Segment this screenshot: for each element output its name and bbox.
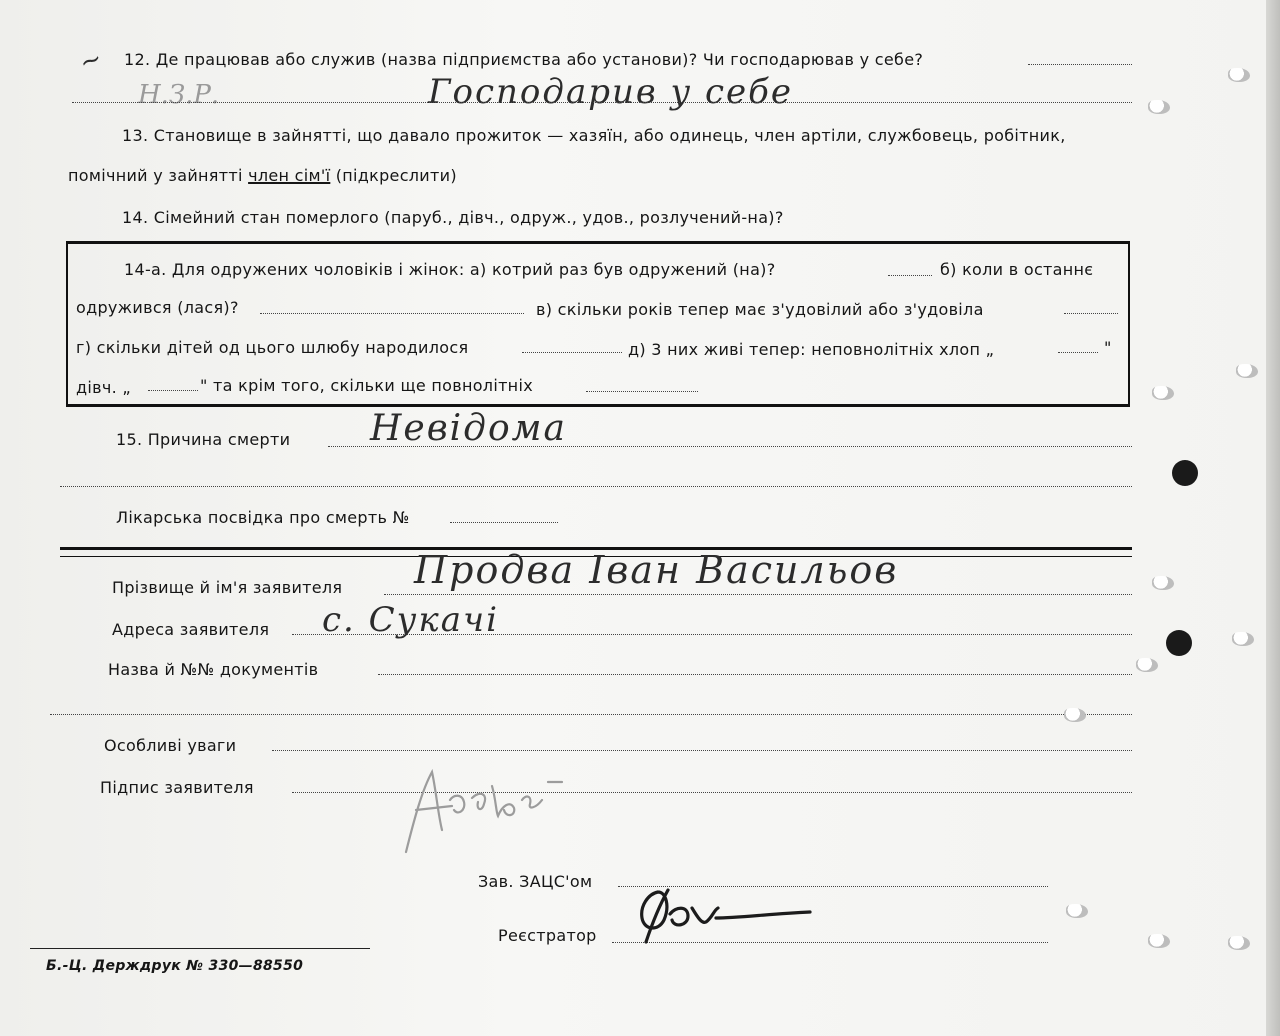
registrar-signature — [618, 884, 818, 948]
q13-underlined-option: член сім'ї — [248, 166, 331, 185]
q14a-dots-4 — [522, 352, 622, 353]
paper-edge — [1266, 0, 1280, 1036]
q15-dots-2 — [60, 486, 1132, 487]
medical-certificate-label: Лікарська посвідка про смерть № — [116, 508, 410, 527]
binding-hole — [1172, 460, 1198, 486]
q14a-dots-1 — [888, 275, 932, 276]
q14a-line4a: дівч. „ — [76, 378, 131, 397]
paper-tear — [1136, 658, 1158, 672]
paper-tear — [1228, 68, 1250, 82]
paper-tear — [1064, 708, 1086, 722]
q14-label: 14. Сімейний стан померлого (паруб., дівч., одруж., удов., розлучений-на)? — [122, 208, 784, 227]
q12-dots-1 — [1028, 64, 1132, 65]
binding-hole — [1166, 630, 1192, 656]
footer-rule — [30, 948, 370, 949]
applicant-address-label: Адреса заявителя — [112, 620, 270, 639]
q14a-line2b: в) скільки років тепер має з'удовілий або з'удовіла — [536, 300, 984, 319]
q14a-line4b: " та крім того, скільки ще повнолітніх — [200, 376, 533, 395]
applicant-signature — [392, 760, 572, 860]
notes-label: Особливі уваги — [104, 736, 237, 755]
printer-imprint: Б.-Ц. Держдрук № 330—88550 — [46, 958, 304, 974]
notes-dots — [272, 750, 1132, 751]
q14a-dots-6 — [148, 390, 198, 391]
documents-dots-1 — [378, 674, 1132, 675]
q14a-line3c: " — [1104, 338, 1112, 357]
paper-tear — [1152, 386, 1174, 400]
q12-label: 12. Де працював або служив (назва підприємства або установи)? Чи господарював у себе? — [124, 50, 924, 69]
q13-line1: 13. Становище в зайнятті, що давало прожиток — хазяїн, або одинець, член артіли, службовець, робітник, — [122, 126, 1066, 145]
margin-mark: ~ — [75, 43, 107, 79]
registrar-label: Реєстратор — [498, 926, 597, 945]
q12-answer-prefix: Н.З.Р. — [138, 80, 220, 110]
paper-tear — [1232, 632, 1254, 646]
q13-line2 — [68, 166, 457, 186]
q12-answer: Господарив у себе — [428, 72, 794, 112]
paper-tear — [1228, 936, 1250, 950]
q14a-line3b: д) 3 них живі тепер: неповнолітніх хлоп „ — [628, 340, 995, 359]
paper-tear — [1066, 904, 1088, 918]
q14a-dots-7 — [586, 391, 698, 392]
applicant-name-dots — [384, 594, 1132, 595]
q12-dots-2 — [72, 102, 1132, 103]
q14a-line3a: г) скільки дітей од цього шлюбу народилося — [76, 338, 469, 357]
signature-label: Підпис заявителя — [100, 778, 254, 797]
applicant-address-value: с. Сукачі — [322, 600, 499, 640]
applicant-name-value: Продва Іван Васильов — [414, 548, 899, 592]
q14a-line2a: одружився (лася)? — [76, 298, 239, 317]
paper-tear — [1152, 576, 1174, 590]
documents-dots-2 — [50, 714, 1132, 715]
paper-tear — [1148, 934, 1170, 948]
q13-line2-suffix: (підкреслити) — [330, 166, 457, 185]
q13-line2-prefix: помічний у зайнятті — [68, 166, 249, 185]
medical-certificate-dots — [450, 522, 558, 523]
q14a-line1b: б) коли в останнє — [940, 260, 1094, 279]
paper-tear — [1236, 364, 1258, 378]
documents-label: Назва й №№ документів — [108, 660, 319, 679]
paper-tear — [1148, 100, 1170, 114]
q14a-line1a: 14-а. Для одружених чоловіків і жінок: а) котрий раз був одружений (на)? — [124, 260, 776, 279]
q15-label: 15. Причина смерти — [116, 430, 291, 449]
q15-answer: Невідома — [370, 408, 567, 449]
q14a-dots-5 — [1058, 352, 1098, 353]
q14a-dots-3 — [1064, 313, 1118, 314]
head-label: Зав. ЗАЦС'ом — [478, 872, 593, 891]
q14a-dots-2 — [260, 313, 524, 314]
applicant-name-label: Прізвище й ім'я заявителя — [112, 578, 343, 597]
